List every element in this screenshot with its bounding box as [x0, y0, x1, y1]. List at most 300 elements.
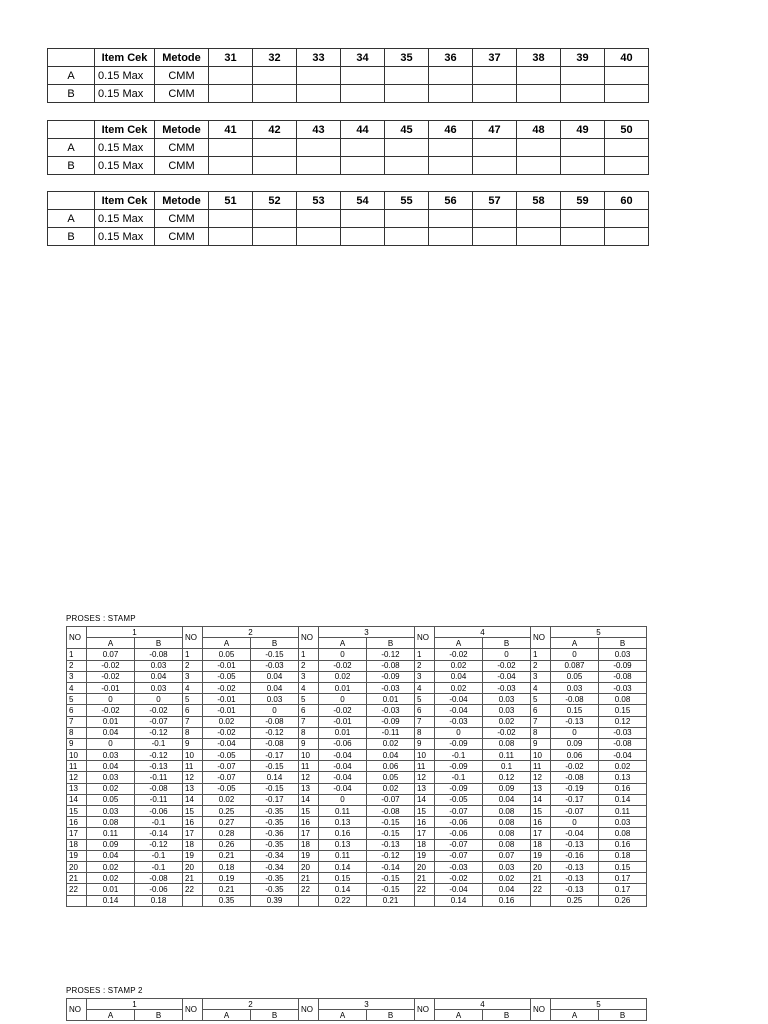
table-row [48, 139, 649, 157]
sub-header: B [599, 1010, 647, 1021]
proses-stamp-2-title: PROSES : STAMP 2 [66, 986, 143, 995]
value-cell: -0.35 [251, 873, 299, 884]
value-cell [429, 228, 473, 246]
header-cell [48, 49, 95, 67]
value-cell: 0.11 [319, 850, 367, 861]
value-cell: -0.17 [551, 794, 599, 805]
value-cell: -0.05 [435, 794, 483, 805]
group-header: 4 [435, 627, 531, 638]
value-cell [341, 157, 385, 175]
summary-spacer [299, 895, 319, 906]
header-cell [48, 192, 95, 210]
row-number: 12 [299, 772, 319, 783]
header-cell [48, 121, 95, 139]
group-header: 3 [319, 627, 415, 638]
row-number: 4 [183, 682, 203, 693]
value-cell: -0.08 [135, 873, 183, 884]
value-cell: -0.04 [483, 671, 531, 682]
row-number: 18 [299, 839, 319, 850]
row-number: 17 [183, 828, 203, 839]
value-cell: -0.04 [435, 694, 483, 705]
row-number: 9 [531, 738, 551, 749]
value-cell [253, 139, 297, 157]
value-cell: -0.14 [367, 861, 415, 872]
value-cell: -0.08 [367, 806, 415, 817]
value-cell: 0.04 [87, 727, 135, 738]
header-cell: 45 [385, 121, 429, 139]
row-number: 15 [67, 806, 87, 817]
value-cell: -0.19 [551, 783, 599, 794]
row-number: 5 [299, 694, 319, 705]
table-row [48, 228, 649, 246]
value-cell: 0.02 [87, 861, 135, 872]
row-number: 2 [531, 660, 551, 671]
row-number: 6 [531, 705, 551, 716]
row-number: 1 [531, 649, 551, 660]
value-cell: 0.05 [87, 794, 135, 805]
row-number: 11 [67, 761, 87, 772]
row-number: 6 [183, 705, 203, 716]
value-cell [209, 139, 253, 157]
row-number: 11 [531, 761, 551, 772]
summary-value: 0.22 [319, 895, 367, 906]
row-number: 13 [183, 783, 203, 794]
value-cell: -0.01 [87, 682, 135, 693]
value-cell: 0.08 [483, 806, 531, 817]
row-number: 6 [67, 705, 87, 716]
summary-value: 0.39 [251, 895, 299, 906]
value-cell: -0.15 [251, 649, 299, 660]
value-cell: 0.04 [483, 794, 531, 805]
summary-value: 0.26 [599, 895, 647, 906]
row-number: 21 [183, 873, 203, 884]
sub-header: A [203, 638, 251, 649]
value-cell: 0.08 [483, 828, 531, 839]
sub-header: A [87, 1010, 135, 1021]
value-cell: 0.03 [483, 694, 531, 705]
value-cell: 0.08 [87, 817, 135, 828]
row-label: B [48, 228, 95, 246]
group-header: 5 [551, 627, 647, 638]
value-cell [473, 228, 517, 246]
value-cell: -0.15 [367, 873, 415, 884]
summary-row [67, 895, 647, 906]
value-cell: -0.04 [319, 783, 367, 794]
group-header: 1 [87, 999, 183, 1010]
value-cell: 0 [551, 817, 599, 828]
value-cell: -0.03 [435, 861, 483, 872]
value-cell: 0.07 [483, 850, 531, 861]
header-cell: 43 [297, 121, 341, 139]
table-row [67, 694, 647, 705]
value-cell: 0.15 [319, 873, 367, 884]
no-header: NO [531, 999, 551, 1021]
value-cell: 0.02 [319, 671, 367, 682]
value-cell: 0.02 [435, 660, 483, 671]
value-cell [605, 210, 649, 228]
value-cell [297, 228, 341, 246]
summary-value: 0.14 [87, 895, 135, 906]
header-cell: Metode [155, 121, 209, 139]
value-cell [385, 67, 429, 85]
row-number: 3 [531, 671, 551, 682]
table-row [67, 794, 647, 805]
value-cell: -0.04 [599, 750, 647, 761]
value-cell: -0.08 [551, 694, 599, 705]
row-number: 18 [531, 839, 551, 850]
row-number: 16 [67, 817, 87, 828]
value-cell: 0.18 [203, 861, 251, 872]
metode-cell: CMM [155, 139, 209, 157]
value-cell [341, 139, 385, 157]
row-number: 5 [183, 694, 203, 705]
value-cell [385, 157, 429, 175]
value-cell: 0.15 [599, 861, 647, 872]
value-cell: 0.04 [483, 884, 531, 895]
row-number: 11 [183, 761, 203, 772]
value-cell: 0.02 [203, 794, 251, 805]
value-cell: 0.01 [319, 682, 367, 693]
row-number: 13 [531, 783, 551, 794]
row-number: 5 [531, 694, 551, 705]
row-number: 17 [67, 828, 87, 839]
value-cell [605, 139, 649, 157]
value-cell: 0.09 [87, 839, 135, 850]
group-header: 2 [203, 627, 299, 638]
value-cell [385, 210, 429, 228]
value-cell: 0.01 [87, 884, 135, 895]
value-cell: 0.04 [435, 671, 483, 682]
value-cell: 0.16 [599, 783, 647, 794]
header-cell: 46 [429, 121, 473, 139]
summary-spacer [67, 895, 87, 906]
group-header: 5 [551, 999, 647, 1010]
value-cell: 0.08 [483, 738, 531, 749]
value-cell: 0.12 [599, 716, 647, 727]
value-cell: -0.04 [435, 705, 483, 716]
table-row [48, 157, 649, 175]
item-cek-cell: 0.15 Max [95, 210, 155, 228]
value-cell: -0.1 [135, 850, 183, 861]
value-cell: -0.02 [87, 671, 135, 682]
value-cell: 0.15 [599, 705, 647, 716]
value-cell [517, 139, 561, 157]
header-cell: 49 [561, 121, 605, 139]
row-number: 16 [531, 817, 551, 828]
row-label: A [48, 67, 95, 85]
table-row [67, 761, 647, 772]
value-cell: 0.14 [251, 772, 299, 783]
value-cell: -0.1 [435, 750, 483, 761]
header-cell: 44 [341, 121, 385, 139]
table-header-row [48, 49, 649, 67]
header-cell: 48 [517, 121, 561, 139]
item-table-41-50 [47, 120, 649, 175]
table-header-row [48, 121, 649, 139]
value-cell: 0 [435, 727, 483, 738]
value-cell [253, 85, 297, 103]
summary-spacer [183, 895, 203, 906]
row-number: 9 [415, 738, 435, 749]
value-cell [473, 85, 517, 103]
value-cell: 0.05 [203, 649, 251, 660]
metode-cell: CMM [155, 228, 209, 246]
value-cell: 0 [483, 649, 531, 660]
value-cell: -0.04 [203, 738, 251, 749]
value-cell: -0.08 [367, 660, 415, 671]
header-cell: 50 [605, 121, 649, 139]
value-cell [561, 157, 605, 175]
value-cell: -0.09 [435, 738, 483, 749]
sub-header: B [135, 638, 183, 649]
value-cell: 0.17 [599, 884, 647, 895]
row-number: 7 [183, 716, 203, 727]
value-cell [341, 67, 385, 85]
value-cell: -0.1 [135, 861, 183, 872]
value-cell: 0.19 [203, 873, 251, 884]
value-cell [341, 85, 385, 103]
row-number: 8 [531, 727, 551, 738]
value-cell: 0 [551, 649, 599, 660]
value-cell [385, 139, 429, 157]
value-cell: -0.04 [435, 884, 483, 895]
table-row [67, 705, 647, 716]
value-cell: -0.03 [367, 705, 415, 716]
row-number: 21 [299, 873, 319, 884]
value-cell: -0.11 [135, 772, 183, 783]
value-cell: -0.02 [203, 682, 251, 693]
sub-header: A [319, 638, 367, 649]
value-cell: 0.26 [203, 839, 251, 850]
value-cell: -0.12 [135, 750, 183, 761]
value-cell: 0.03 [599, 817, 647, 828]
row-number: 4 [299, 682, 319, 693]
value-cell: 0.11 [319, 806, 367, 817]
sub-header-row [67, 1010, 647, 1021]
row-number: 6 [299, 705, 319, 716]
value-cell: -0.08 [551, 772, 599, 783]
value-cell: -0.12 [135, 727, 183, 738]
header-cell: 38 [517, 49, 561, 67]
value-cell: 0 [135, 694, 183, 705]
table-row [67, 817, 647, 828]
value-cell: -0.02 [551, 761, 599, 772]
value-cell [517, 157, 561, 175]
value-cell: 0 [319, 694, 367, 705]
value-cell: -0.13 [367, 839, 415, 850]
value-cell: 0 [551, 727, 599, 738]
table-row [48, 85, 649, 103]
header-cell: 53 [297, 192, 341, 210]
row-number: 7 [531, 716, 551, 727]
value-cell: -0.13 [551, 873, 599, 884]
value-cell: -0.1 [135, 817, 183, 828]
value-cell: -0.04 [551, 828, 599, 839]
header-cell: 41 [209, 121, 253, 139]
row-number: 12 [415, 772, 435, 783]
value-cell: -0.11 [367, 727, 415, 738]
value-cell [253, 228, 297, 246]
value-cell: -0.01 [203, 705, 251, 716]
value-cell: -0.06 [319, 738, 367, 749]
row-number: 10 [299, 750, 319, 761]
row-number: 15 [183, 806, 203, 817]
value-cell: 0 [87, 694, 135, 705]
value-cell: -0.03 [599, 682, 647, 693]
value-cell: 0.14 [319, 861, 367, 872]
header-cell: 51 [209, 192, 253, 210]
value-cell: 0.02 [87, 873, 135, 884]
item-cek-cell: 0.15 Max [95, 228, 155, 246]
sub-header: A [551, 638, 599, 649]
item-cek-cell: 0.15 Max [95, 85, 155, 103]
value-cell: 0.11 [483, 750, 531, 761]
value-cell: 0 [251, 705, 299, 716]
value-cell: 0.03 [483, 705, 531, 716]
row-number: 20 [67, 861, 87, 872]
value-cell: 0.03 [87, 772, 135, 783]
row-number: 22 [299, 884, 319, 895]
header-cell: 34 [341, 49, 385, 67]
value-cell: -0.13 [551, 716, 599, 727]
metode-cell: CMM [155, 67, 209, 85]
value-cell: 0.02 [599, 761, 647, 772]
value-cell: 0.11 [87, 828, 135, 839]
value-cell: -0.02 [87, 705, 135, 716]
item-cek-cell: 0.15 Max [95, 157, 155, 175]
value-cell [473, 139, 517, 157]
value-cell: -0.06 [135, 884, 183, 895]
value-cell: -0.04 [319, 761, 367, 772]
row-number: 12 [67, 772, 87, 783]
header-cell: Metode [155, 192, 209, 210]
value-cell: -0.01 [203, 660, 251, 671]
value-cell [605, 67, 649, 85]
value-cell: 0.15 [551, 705, 599, 716]
value-cell: -0.07 [367, 794, 415, 805]
value-cell: -0.09 [435, 783, 483, 794]
row-label: B [48, 157, 95, 175]
row-number: 8 [67, 727, 87, 738]
row-number: 19 [415, 850, 435, 861]
row-number: 21 [531, 873, 551, 884]
value-cell: -0.02 [319, 705, 367, 716]
sub-header: B [367, 638, 415, 649]
value-cell: -0.06 [435, 828, 483, 839]
value-cell: -0.13 [551, 884, 599, 895]
summary-value: 0.25 [551, 895, 599, 906]
table-row [67, 873, 647, 884]
sub-header-row [67, 638, 647, 649]
row-number: 10 [531, 750, 551, 761]
row-number: 21 [415, 873, 435, 884]
table-row [67, 750, 647, 761]
value-cell: -0.17 [251, 794, 299, 805]
sub-header: B [367, 1010, 415, 1021]
value-cell [605, 85, 649, 103]
table-header-row [48, 192, 649, 210]
value-cell [429, 67, 473, 85]
value-cell [605, 157, 649, 175]
row-label: B [48, 85, 95, 103]
value-cell: -0.05 [203, 671, 251, 682]
header-cell: 37 [473, 49, 517, 67]
value-cell: -0.03 [251, 660, 299, 671]
row-number: 22 [531, 884, 551, 895]
row-number: 3 [183, 671, 203, 682]
header-cell: 35 [385, 49, 429, 67]
value-cell [297, 210, 341, 228]
header-cell: 40 [605, 49, 649, 67]
value-cell [385, 85, 429, 103]
value-cell: -0.08 [599, 671, 647, 682]
sub-header: A [87, 638, 135, 649]
value-cell: 0.07 [87, 649, 135, 660]
header-cell: Metode [155, 49, 209, 67]
value-cell: -0.09 [599, 660, 647, 671]
row-number: 18 [415, 839, 435, 850]
value-cell: 0.08 [483, 817, 531, 828]
value-cell: 0.09 [551, 738, 599, 749]
row-number: 2 [67, 660, 87, 671]
row-number: 16 [299, 817, 319, 828]
value-cell: 0 [319, 649, 367, 660]
metode-cell: CMM [155, 157, 209, 175]
value-cell: 0.03 [87, 806, 135, 817]
summary-value: 0.14 [435, 895, 483, 906]
sub-header: A [551, 1010, 599, 1021]
value-cell: 0.16 [319, 828, 367, 839]
table-row [67, 727, 647, 738]
row-number: 15 [415, 806, 435, 817]
row-label: A [48, 210, 95, 228]
row-number: 14 [67, 794, 87, 805]
value-cell: -0.08 [135, 783, 183, 794]
value-cell: -0.13 [135, 761, 183, 772]
value-cell: -0.02 [203, 727, 251, 738]
value-cell [209, 157, 253, 175]
value-cell: -0.03 [483, 682, 531, 693]
value-cell [561, 228, 605, 246]
row-number: 7 [299, 716, 319, 727]
table-row [67, 660, 647, 671]
row-number: 8 [183, 727, 203, 738]
item-cek-cell: 0.15 Max [95, 67, 155, 85]
value-cell: 0.03 [483, 861, 531, 872]
value-cell [429, 85, 473, 103]
value-cell: -0.12 [367, 850, 415, 861]
value-cell: 0.02 [87, 783, 135, 794]
value-cell: 0.02 [367, 783, 415, 794]
value-cell: 0.16 [599, 839, 647, 850]
row-number: 14 [299, 794, 319, 805]
value-cell: 0.05 [551, 671, 599, 682]
value-cell: -0.15 [367, 884, 415, 895]
value-cell: 0.13 [599, 772, 647, 783]
value-cell: 0.21 [203, 850, 251, 861]
value-cell: -0.35 [251, 884, 299, 895]
value-cell: -0.13 [551, 839, 599, 850]
row-number: 3 [67, 671, 87, 682]
value-cell: -0.35 [251, 806, 299, 817]
value-cell: -0.07 [551, 806, 599, 817]
row-number: 14 [183, 794, 203, 805]
value-cell: -0.04 [319, 772, 367, 783]
value-cell [429, 139, 473, 157]
value-cell [253, 67, 297, 85]
value-cell: -0.07 [135, 716, 183, 727]
value-cell: 0.08 [599, 828, 647, 839]
